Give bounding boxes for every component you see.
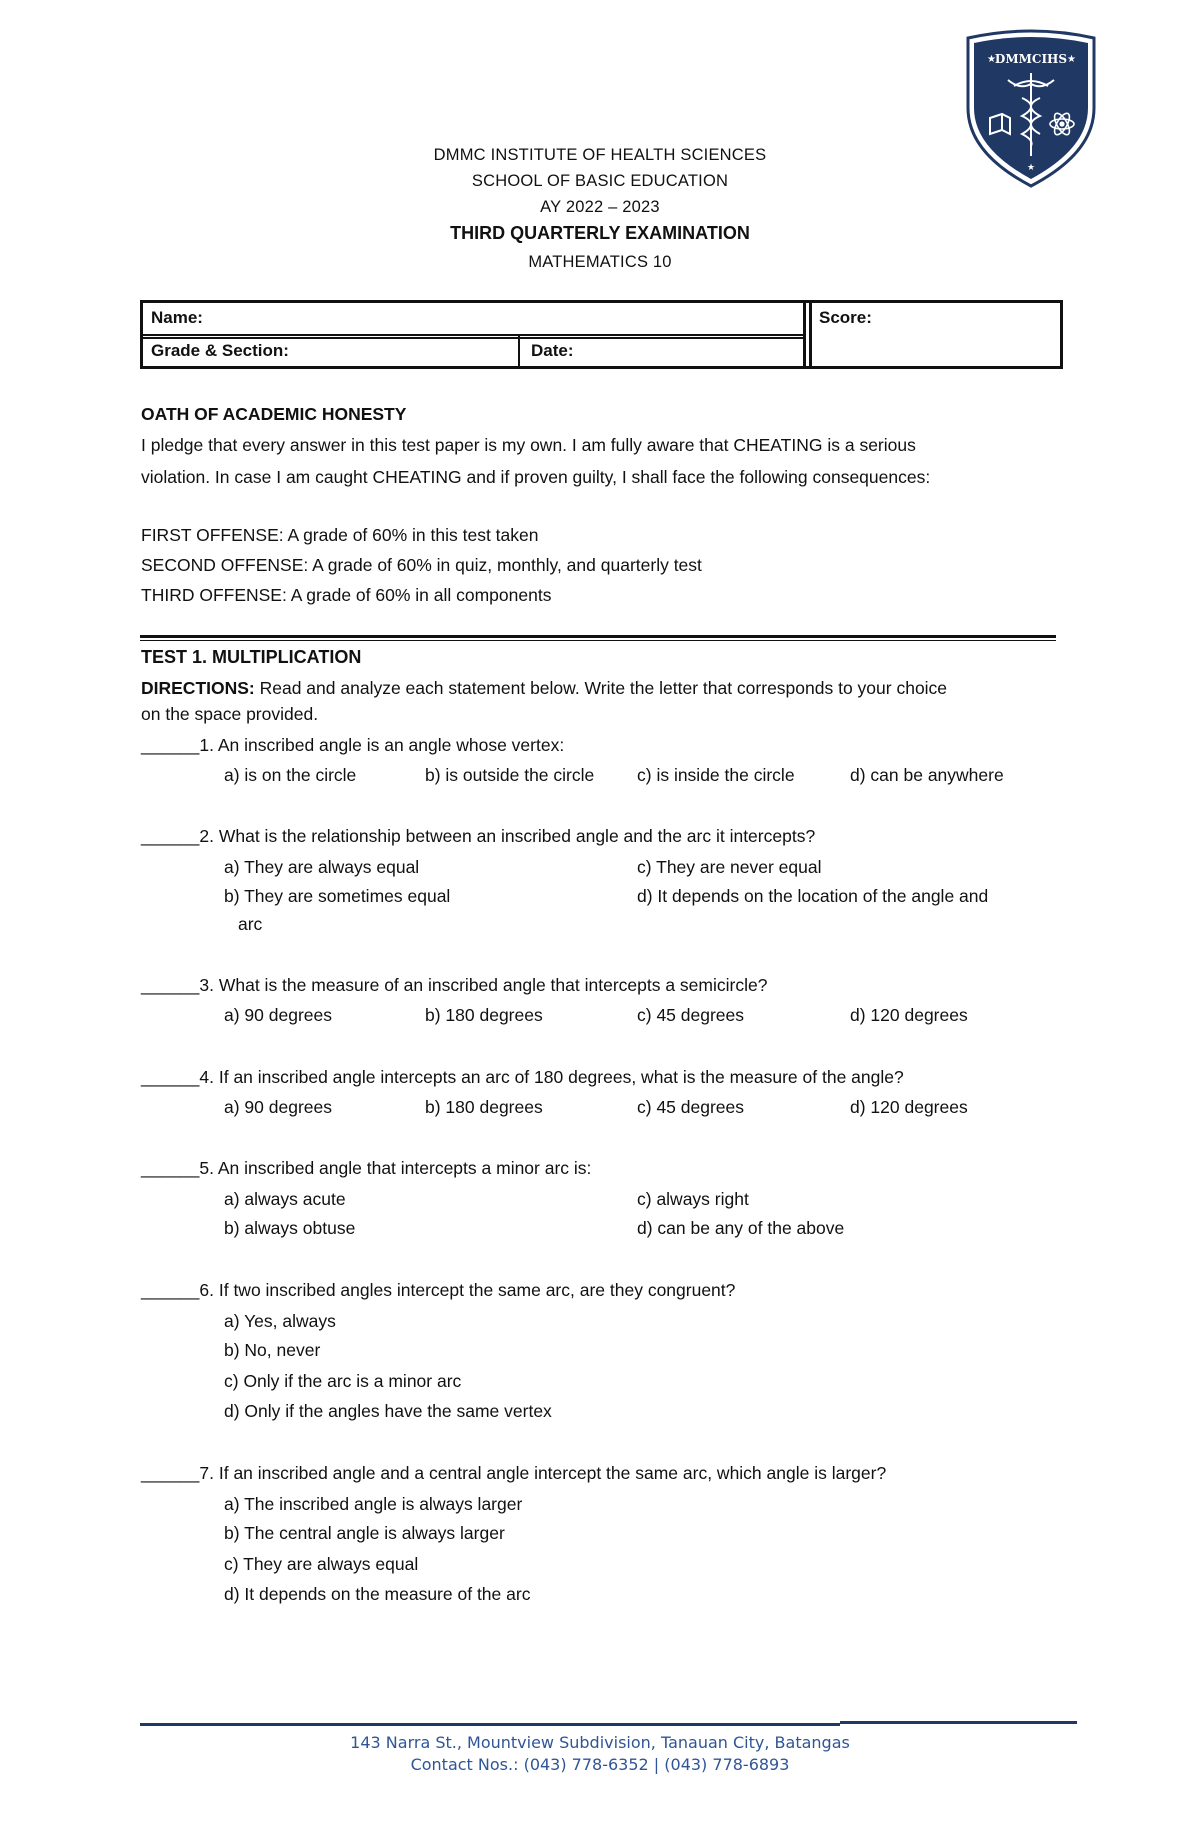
- second-offense: SECOND OFFENSE: A grade of 60% in quiz, monthly, and quarterly test: [141, 555, 702, 575]
- q5-option-c: c) always right: [637, 1189, 749, 1209]
- question-1: ______1. An inscribed angle is an angle whose vertex:: [141, 735, 565, 755]
- q5-option-d: d) can be any of the above: [637, 1218, 845, 1238]
- test-title: TEST 1. MULTIPLICATION: [141, 647, 362, 667]
- q6-option-b: b) No, never: [224, 1340, 321, 1360]
- q6-option-a: a) Yes, always: [224, 1311, 336, 1331]
- q4-option-d: d) 120 degrees: [850, 1097, 968, 1117]
- section-divider: [140, 635, 1056, 638]
- footer-rule: [140, 1723, 840, 1726]
- school-name: SCHOOL OF BASIC EDUCATION: [471, 172, 729, 190]
- q2-option-b: b) They are sometimes equal: [224, 886, 451, 906]
- oath-title: OATH OF ACADEMIC HONESTY: [141, 404, 407, 424]
- section-divider: [140, 640, 1056, 641]
- q2-option-a: a) They are always equal: [224, 857, 420, 877]
- q2-option-c: c) They are never equal: [637, 857, 822, 877]
- directions-label: DIRECTIONS:: [141, 678, 255, 698]
- student-info-table: [140, 300, 1063, 369]
- q5-option-a: a) always acute: [224, 1189, 346, 1209]
- first-offense: FIRST OFFENSE: A grade of 60% in this test taken: [141, 525, 539, 545]
- oath-line-2: violation. In case I am caught CHEATING and if proven guilty, I shall face the following consequences:: [141, 467, 931, 487]
- q6-option-d: d) Only if the angles have the same vertex: [224, 1401, 552, 1421]
- question-5: ______5. An inscribed angle that intercepts a minor arc is:: [141, 1158, 592, 1178]
- q3-option-c: c) 45 degrees: [637, 1005, 745, 1025]
- q1-option-b: b) is outside the circle: [425, 765, 595, 785]
- question-4: ______4. If an inscribed angle intercepts an arc of 180 degrees, what is the measure of the angle?: [141, 1067, 904, 1087]
- score-label: Score:: [819, 308, 872, 327]
- directions-line-2: on the space provided.: [141, 704, 319, 724]
- question-7: ______7. If an inscribed angle and a central angle intercept the same arc, which angle is larger?: [141, 1463, 887, 1483]
- subject: MATHEMATICS 10: [528, 253, 672, 271]
- question-3: ______3. What is the measure of an inscribed angle that intercepts a semicircle?: [141, 975, 768, 995]
- q3-option-a: a) 90 degrees: [224, 1005, 332, 1025]
- academic-year: AY 2022 – 2023: [540, 198, 660, 216]
- q3-option-b: b) 180 degrees: [425, 1005, 543, 1025]
- footer-address: 143 Narra St., Mountview Subdivision, Tanauan City, Batangas: [350, 1733, 850, 1752]
- star-icon: ★: [987, 54, 996, 65]
- date-label: Date:: [531, 341, 574, 360]
- third-offense: THIRD OFFENSE: A grade of 60% in all components: [141, 585, 552, 605]
- q1-option-d: d) can be anywhere: [850, 765, 1004, 785]
- q7-option-c: c) They are always equal: [224, 1554, 419, 1574]
- q2-option-d: d) It depends on the location of the angle and: [637, 886, 989, 906]
- question-6: ______6. If two inscribed angles intercept the same arc, are they congruent?: [141, 1280, 736, 1300]
- institute-name: DMMC INSTITUTE OF HEALTH SCIENCES: [433, 146, 767, 164]
- question-2: ______2. What is the relationship between an inscribed angle and the arc it intercepts?: [141, 826, 816, 846]
- q1-option-c: c) is inside the circle: [637, 765, 795, 785]
- q7-option-a: a) The inscribed angle is always larger: [224, 1494, 523, 1514]
- star-icon: ★: [1026, 162, 1036, 172]
- q4-option-a: a) 90 degrees: [224, 1097, 332, 1117]
- grade-section-label: Grade & Section:: [151, 341, 289, 360]
- q5-option-b: b) always obtuse: [224, 1218, 356, 1238]
- q3-option-d: d) 120 degrees: [850, 1005, 968, 1025]
- logo-text: DMMCIHS: [994, 52, 1068, 66]
- q4-option-c: c) 45 degrees: [637, 1097, 745, 1117]
- exam-title: THIRD QUARTERLY EXAMINATION: [450, 223, 750, 243]
- q4-option-b: b) 180 degrees: [425, 1097, 543, 1117]
- directions-text: Read and analyze each statement below. Write the letter that corresponds to your choice: [254, 678, 948, 698]
- star-icon: ★: [1067, 54, 1076, 65]
- q2-option-d-continued: arc: [238, 914, 263, 934]
- name-label: Name:: [151, 308, 203, 327]
- q1-option-a: a) is on the circle: [224, 765, 357, 785]
- q6-option-c: c) Only if the arc is a minor arc: [224, 1371, 462, 1391]
- oath-line-1: I pledge that every answer in this test paper is my own. I am fully aware that CHEATING is a serious: [141, 435, 916, 455]
- footer-rule: [840, 1721, 1077, 1724]
- q7-option-b: b) The central angle is always larger: [224, 1523, 505, 1543]
- directions-line-1: [141, 678, 947, 699]
- footer-contact: Contact Nos.: (043) 778-6352 | (043) 778-6893: [410, 1755, 790, 1774]
- q7-option-d: d) It depends on the measure of the arc: [224, 1584, 531, 1604]
